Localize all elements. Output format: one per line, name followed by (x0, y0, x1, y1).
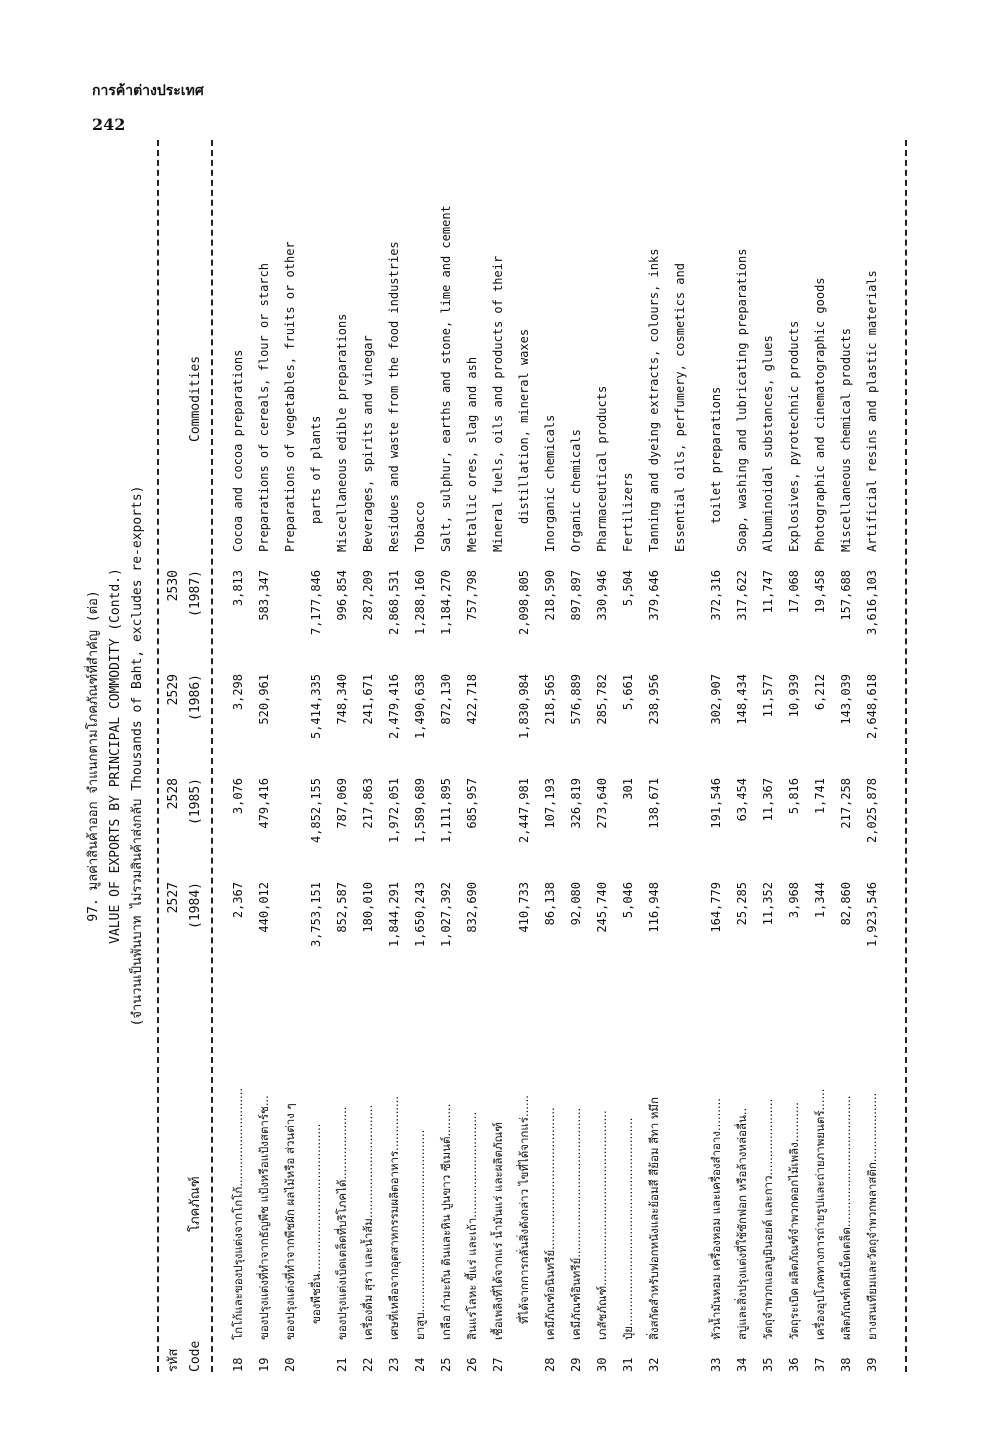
row-commodity-english: Explosives, pyrotechnic products (787, 320, 801, 552)
row-value-1987: 11,747 (761, 570, 775, 614)
row-value-1986: 10,939 (787, 674, 801, 718)
table-row (407, 140, 433, 1372)
row-value-1984: 1,650,243 (413, 882, 427, 948)
row-code: 37 (813, 1357, 827, 1372)
row-value-1987: 372,316 (709, 570, 723, 621)
row-value-1987: 19,458 (813, 570, 827, 614)
row-value-1984: 2,367 (231, 882, 245, 919)
row-commodity-thai: เภสัชภัณฑ์................................................ (595, 1110, 609, 1340)
row-value-1984: 11,352 (761, 882, 775, 926)
year-thai: 2529 (166, 674, 181, 706)
row-code: 38 (839, 1357, 853, 1372)
row-value-1985: 5,816 (787, 778, 801, 815)
row-code: 18 (231, 1357, 245, 1372)
row-value-1987: 897,897 (569, 570, 583, 621)
row-value-1987: 287,209 (361, 570, 375, 621)
row-value-1985: 217,863 (361, 778, 375, 829)
row-commodity-english: Photographic and cinematographic goods (813, 277, 827, 552)
row-value-1984: 832,690 (465, 882, 479, 933)
row-code: 24 (413, 1357, 427, 1372)
row-value-1986: 148,434 (735, 674, 749, 725)
row-commodity-thai: เครื่องอุปโภคทางการถ่ายรูปและถ่ายภาพยนตร์...... (813, 1088, 827, 1340)
year-header-2 (163, 778, 207, 876)
row-value-1984: 86,138 (543, 882, 557, 926)
row-value-1984: 852,587 (335, 882, 349, 933)
table-row (485, 140, 511, 1372)
row-value-1985: 11,367 (761, 778, 775, 822)
table-row (511, 140, 537, 1372)
row-value-1986: 748,340 (335, 674, 349, 725)
top-rule (157, 140, 159, 1372)
table-row (459, 140, 485, 1372)
row-commodity-thai: เคมีภัณฑ์อินทรีย์......................................... (569, 1107, 583, 1340)
row-value-1985: 2,025,878 (865, 778, 879, 844)
row-commodity-thai: ของปรุงแต่งเบ็ดเตล็ดที่บริโภคได้.................... (335, 1106, 349, 1340)
row-commodity-english: Miscellaneous edible preparations (335, 313, 349, 552)
year-header-3 (163, 674, 207, 772)
year-thai: 2527 (166, 882, 181, 914)
row-code: 21 (335, 1357, 349, 1372)
table-row (807, 140, 833, 1372)
row-commodity-thai: เกลือ กำมะถัน ดินและหิน ปูนขาว ซีเมนต์......... (439, 1103, 453, 1340)
table-row (225, 140, 251, 1372)
table-row (381, 140, 407, 1372)
table-row (303, 140, 329, 1372)
row-value-1986: 6,212 (813, 674, 827, 711)
row-value-1986: 3,298 (231, 674, 245, 711)
row-commodity-thai: สินแร่โลหะ ขี้แร่ และเถ้า............................. (465, 1111, 479, 1340)
row-code: 32 (647, 1357, 661, 1372)
row-value-1985: 479,416 (257, 778, 271, 829)
row-commodity-thai: เศษที่เหลือจากอุตสาหกรรมผลิตอาหาร............... (387, 1095, 401, 1340)
row-value-1986: 872,130 (439, 674, 453, 725)
row-commodity-english: Fertilizers (621, 472, 635, 552)
row-commodity-thai: สิ่งสกัดสำหรับฟอกหนังและย้อมสี สีย้อม สีทา หมึก (647, 1097, 661, 1340)
rotated-table (83, 140, 913, 1372)
row-code: 29 (569, 1357, 583, 1372)
row-value-1987: 157,688 (839, 570, 853, 621)
row-value-1986: 5,414,335 (309, 674, 323, 740)
row-value-1987: 583,347 (257, 570, 271, 621)
row-commodity-english: Residues and waste from the food industries (387, 241, 401, 552)
row-commodity-thai: ยางสนเทียมและวัตถุจำพวกพลาสติก................... (865, 1092, 879, 1340)
table-title-block (83, 140, 149, 1372)
table-row (433, 140, 459, 1372)
table-row (615, 140, 641, 1372)
row-commodity-thai: ของปรุงแต่งที่ทำจากพืชผัก ผลไม้หรือ ส่วนต่าง ๆ (283, 1103, 297, 1340)
year-thai: 2530 (166, 570, 181, 602)
row-code: 36 (787, 1357, 801, 1372)
row-commodity-thai: วัตถุระเบิด ผลิตภัณฑ์จำพวกดอกไม้เพลิง........... (787, 1102, 801, 1340)
row-code: 30 (595, 1357, 609, 1372)
row-value-1985: 1,111,895 (439, 778, 453, 844)
table-row (703, 140, 729, 1372)
table-row (755, 140, 781, 1372)
row-commodity-thai: เครื่องดื่ม สุรา และน้ำส้ม............................... (361, 1104, 375, 1340)
row-value-1987: 17,068 (787, 570, 801, 614)
row-commodity-english: Pharmaceutical products (595, 385, 609, 552)
row-value-1985: 217,258 (839, 778, 853, 829)
row-code: 23 (387, 1357, 401, 1372)
row-value-1986: 2,479,416 (387, 674, 401, 740)
row-commodity-english: Cocoa and cocoa preparations (231, 349, 245, 552)
row-commodity-thai: ที่ได้จากการกลั่นสิ่งดังกล่าว ไขที่ได้จากแร่...... (517, 1095, 531, 1324)
table-row (833, 140, 859, 1372)
row-value-1984: 440,012 (257, 882, 271, 933)
row-commodity-thai: ยาสูบ.................................................. (413, 1129, 427, 1340)
row-code: 34 (735, 1357, 749, 1372)
row-commodity-thai: ผลิตภัณฑ์เคมีเบ็ดเตล็ด.................................... (839, 1095, 853, 1340)
row-value-1985: 138,671 (647, 778, 661, 829)
commodity-header-thai: โภคภัณฑ์ (188, 1176, 203, 1232)
row-commodity-thai: สบู่และสิ่งปรุงแต่งที่ใช้ซักฟอก หรือล้างหล่อลื่น.. (735, 1107, 749, 1340)
row-value-1986: 2,648,618 (865, 674, 879, 740)
row-value-1985: 63,454 (735, 778, 749, 822)
row-value-1984: 1,844,291 (387, 882, 401, 948)
row-commodity-english: Salt, sulphur, earths and stone, lime and cement (439, 205, 453, 552)
row-commodity-thai: โกโก้และของปรุงแต่งจากโกโก้........................... (231, 1087, 245, 1340)
row-commodity-english: Preparations of vegetables, fruits or other (283, 241, 297, 552)
table-row (563, 140, 589, 1372)
row-value-1986: 5,661 (621, 674, 635, 711)
row-commodity-english: Albuminoidal substances, glues (761, 335, 775, 552)
table-row (329, 140, 355, 1372)
row-value-1984: 25,285 (735, 882, 749, 926)
year-header-1 (163, 882, 207, 980)
row-value-1985: 273,640 (595, 778, 609, 829)
row-value-1987: 5,504 (621, 570, 635, 607)
row-value-1984: 180,010 (361, 882, 375, 933)
row-commodity-english: toilet preparations (709, 386, 723, 524)
row-value-1984: 1,027,392 (439, 882, 453, 948)
row-commodity-thai: หัวน้ำมันหอม เครื่องหอม และเครื่องสำอาง......... (709, 1098, 723, 1340)
row-value-1986: 1,830,984 (517, 674, 531, 740)
row-commodity-english: Soap, washing and lubricating preparations (735, 248, 749, 552)
row-value-1987: 317,622 (735, 570, 749, 621)
row-value-1987: 996,854 (335, 570, 349, 621)
row-commodity-english: Tobacco (413, 501, 427, 552)
row-value-1984: 164,779 (709, 882, 723, 933)
row-value-1985: 685,957 (465, 778, 479, 829)
table-row (355, 140, 381, 1372)
row-code: 33 (709, 1357, 723, 1372)
row-code: 22 (361, 1357, 375, 1372)
table-row (859, 140, 885, 1372)
row-value-1986: 11,577 (761, 674, 775, 718)
row-commodity-english: Preparations of cereals, flour or starch (257, 263, 271, 552)
row-value-1984: 245,740 (595, 882, 609, 933)
row-commodity-thai: ปุ๋ย......................................................... (621, 1117, 635, 1340)
table-unit-note: (จำนวนเป็นพันบาท ไม่รวมสินค้าส่งกลับ Thousands of Baht, excludes re-exports) (130, 485, 145, 1027)
table-title-thai: 97. มูลค่าสินค้าออก จำแนกตามโภคภัณฑ์ที่สำคัญ (ต่อ) (86, 590, 101, 922)
year-thai: 2528 (166, 778, 181, 810)
row-value-1986: 1,490,638 (413, 674, 427, 740)
row-code: 19 (257, 1357, 271, 1372)
row-value-1985: 787,069 (335, 778, 349, 829)
year-english: (1984) (188, 882, 203, 929)
row-value-1985: 107,193 (543, 778, 557, 829)
row-value-1985: 2,447,981 (517, 778, 531, 844)
row-value-1985: 191,546 (709, 778, 723, 829)
table-row (729, 140, 755, 1372)
row-value-1984: 1,344 (813, 882, 827, 919)
bottom-rule (905, 140, 907, 1372)
row-commodity-english: Beverages, spirits and vinegar (361, 335, 375, 552)
row-commodity-english: Mineral fuels, oils and products of their (491, 255, 505, 552)
row-code: 20 (283, 1357, 297, 1372)
row-value-1985: 3,076 (231, 778, 245, 815)
table-row (589, 140, 615, 1372)
row-value-1984: 3,968 (787, 882, 801, 919)
row-value-1984: 92,080 (569, 882, 583, 926)
row-value-1985: 1,589,689 (413, 778, 427, 844)
row-value-1987: 2,868,531 (387, 570, 401, 636)
row-value-1985: 1,972,051 (387, 778, 401, 844)
row-commodity-thai: เชื้อเพลิงที่ได้จากแร่ น้ำมันแร่ และผลิตภัณฑ์ (491, 1122, 505, 1340)
commodities-header: Commodities (188, 355, 203, 442)
table-row (277, 140, 303, 1372)
table-row (667, 140, 693, 1372)
row-value-1984: 1,923,546 (865, 882, 879, 948)
row-value-1987: 3,616,103 (865, 570, 879, 636)
row-value-1987: 757,798 (465, 570, 479, 621)
row-value-1984: 82,860 (839, 882, 853, 926)
row-value-1986: 238,956 (647, 674, 661, 725)
row-value-1986: 576,889 (569, 674, 583, 725)
row-commodity-thai: เคมีภัณฑ์อนินทรีย์....................................... (543, 1107, 557, 1340)
row-value-1987: 2,098,805 (517, 570, 531, 636)
table-row (781, 140, 807, 1372)
row-value-1986: 241,671 (361, 674, 375, 725)
row-value-1986: 520,961 (257, 674, 271, 725)
row-value-1984: 3,753,151 (309, 882, 323, 948)
year-header-4 (163, 570, 207, 668)
row-code: 26 (465, 1357, 479, 1372)
row-commodity-english: Organic chemicals (569, 429, 583, 552)
row-code: 25 (439, 1357, 453, 1372)
year-english: (1987) (188, 570, 203, 617)
row-commodity-english: distillation, mineral waxes (517, 328, 531, 524)
row-value-1986: 302,907 (709, 674, 723, 725)
code-header-thai: รหัส (166, 1348, 181, 1372)
row-code: 31 (621, 1357, 635, 1372)
row-value-1987: 330,946 (595, 570, 609, 621)
row-value-1986: 422,718 (465, 674, 479, 725)
year-english: (1985) (188, 778, 203, 825)
row-value-1985: 4,852,155 (309, 778, 323, 844)
row-value-1987: 218,590 (543, 570, 557, 621)
page-number: 242 (92, 115, 126, 134)
row-commodity-english: Miscellaneous chemical products (839, 328, 853, 552)
table-row (537, 140, 563, 1372)
header-rule (211, 140, 213, 1372)
row-value-1985: 301 (621, 778, 635, 800)
table-row (251, 140, 277, 1372)
code-header (163, 1341, 207, 1372)
row-commodity-english: Metallic ores, slag and ash (465, 356, 479, 552)
row-value-1987: 7,177,846 (309, 570, 323, 636)
row-code: 39 (865, 1357, 879, 1372)
row-value-1984: 410,733 (517, 882, 531, 933)
row-commodity-thai: วัตถุจำพวกแอลบูมินอยด์ และกาว..................... (761, 1098, 775, 1340)
row-code: 28 (543, 1357, 557, 1372)
code-header-english: Code (188, 1340, 203, 1372)
row-commodity-english: Artificial resins and plastic materials (865, 270, 879, 552)
row-commodity-thai: ของปรุงแต่งที่ทำจากธัญพืช แป้งหรือแป้งสตาร์ช... (257, 1095, 271, 1340)
row-code: 27 (491, 1357, 505, 1372)
year-english: (1986) (188, 674, 203, 721)
row-value-1987: 379,646 (647, 570, 661, 621)
row-value-1987: 1,184,270 (439, 570, 453, 636)
row-commodity-english: Tanning and dyeing extracts, colours, inks (647, 248, 661, 552)
row-value-1986: 218,565 (543, 674, 557, 725)
row-value-1985: 326,819 (569, 778, 583, 829)
row-value-1987: 3,813 (231, 570, 245, 607)
table-row (641, 140, 667, 1372)
row-value-1984: 5,046 (621, 882, 635, 919)
row-commodity-thai: ของพืชอื่น......................................... (309, 1123, 323, 1324)
row-commodity-english: Inorganic chemicals (543, 414, 557, 552)
row-value-1986: 143,039 (839, 674, 853, 725)
row-commodity-english: Essential oils, perfumery, cosmetics and (673, 263, 687, 552)
row-value-1984: 116,948 (647, 882, 661, 933)
row-value-1985: 1,741 (813, 778, 827, 815)
table-title-english: VALUE OF EXPORTS BY PRINCIPAL COMMODITY (Contd.) (108, 568, 123, 944)
row-code: 35 (761, 1357, 775, 1372)
row-commodity-english: parts of plants (309, 415, 323, 524)
section-title: การค้าต่างประเทศ (92, 83, 204, 99)
row-value-1987: 1,288,160 (413, 570, 427, 636)
row-value-1986: 285,782 (595, 674, 609, 725)
